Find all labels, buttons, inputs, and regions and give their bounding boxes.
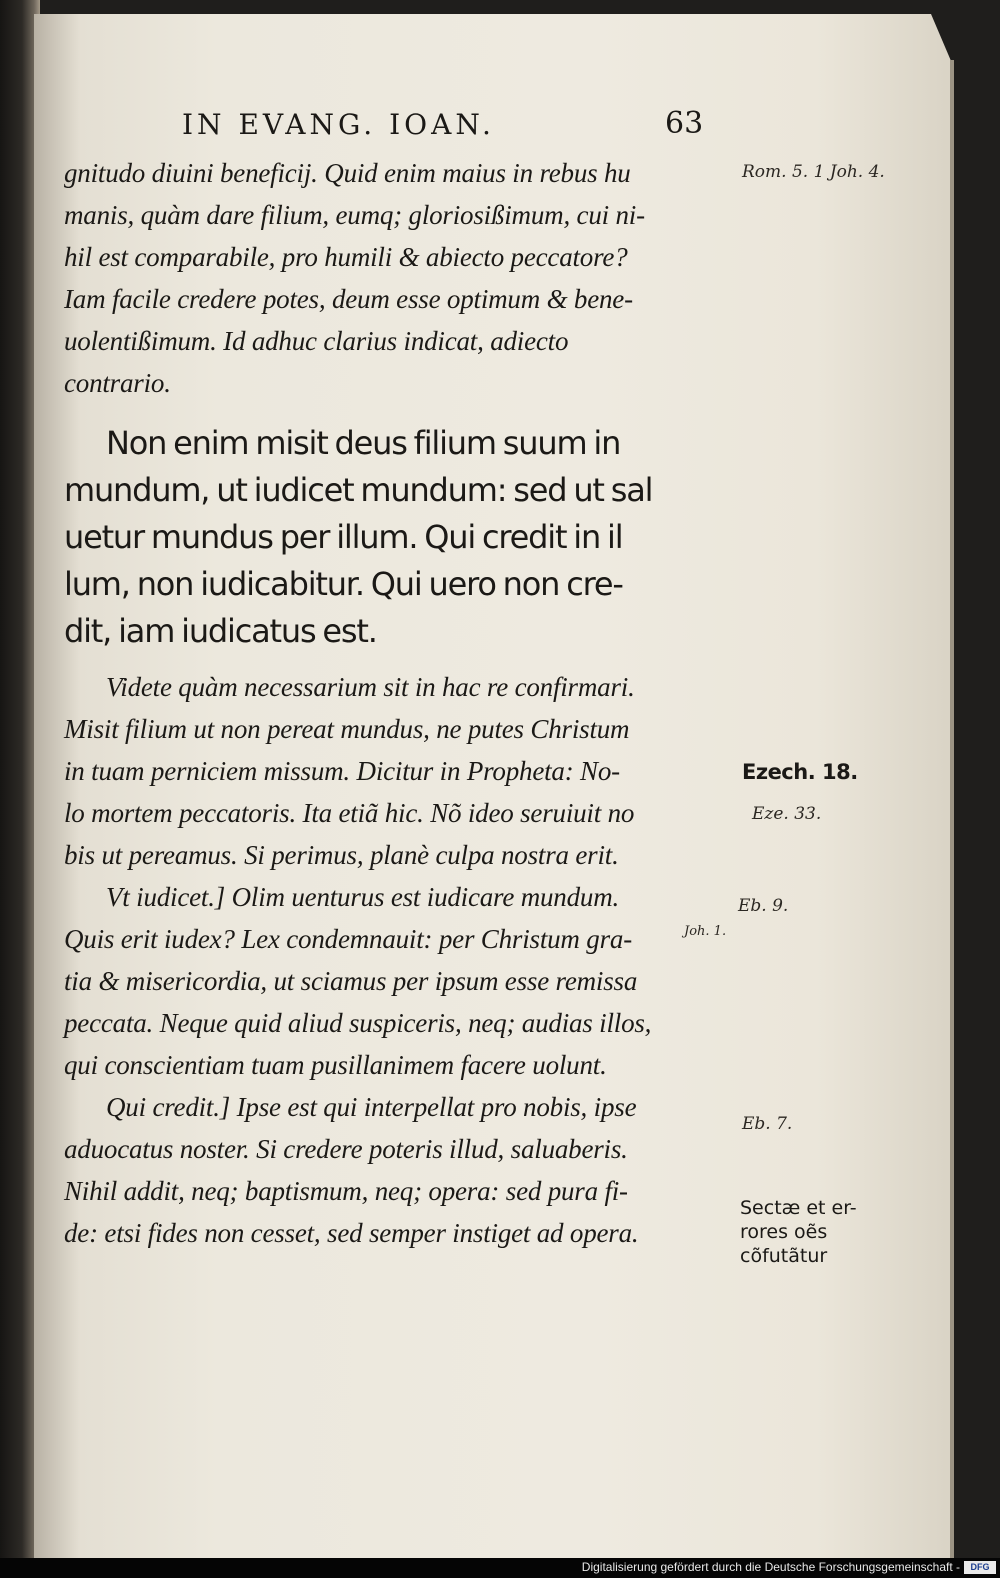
- margin-ref-ezech: Ezech. 18.: [742, 760, 858, 784]
- funding-credit: Digitalisierung gefördert durch die Deutsche Forschungsgemeinschaft -: [581, 1560, 960, 1574]
- commentary-paragraph-1: [64, 152, 734, 404]
- margin-note-rom: Rom. 5. 1 Joh. 4.: [742, 162, 885, 182]
- text-line: in tuam perniciem missum. Dicitur in Propheta: No-: [64, 756, 620, 786]
- margin-note-line: cõfutãtur: [740, 1245, 828, 1267]
- text-line: tia & misericordia, ut sciamus per ipsum esse remissa: [64, 966, 638, 996]
- text-line: uetur mundus per illum. Qui credit in il: [64, 518, 623, 556]
- text-line: gnitudo diuini beneficij. Quid enim maius in rebus hu: [64, 158, 631, 188]
- margin-note-eb7: Eb. 7.: [742, 1114, 793, 1134]
- margin-note-sectae: [740, 1196, 857, 1268]
- commentary-paragraph-2: [64, 666, 734, 1254]
- margin-note-eb9: Eb. 9.: [738, 896, 789, 916]
- text-line: Qui credit.] Ipse est qui interpellat pro nobis, ipse: [106, 1092, 637, 1122]
- text-line: bis ut pereamus. Si perimus, planè culpa nostra erit.: [64, 840, 619, 870]
- text-line: Misit filium ut non pereat mundus, ne putes Christum: [64, 714, 630, 744]
- scripture-passage: [64, 420, 734, 655]
- text-line: mundum, ut iudicet mundum: sed ut sal: [64, 471, 653, 509]
- text-line: Quis erit iudex? Lex condemnauit: per Christum gra-: [64, 924, 632, 954]
- text-line: qui conscientiam tuam pusillanimem facere uolunt.: [64, 1050, 607, 1080]
- margin-note-line: Sectæ et er-: [740, 1197, 857, 1219]
- text-line: peccata. Neque quid aliud suspiceris, neq; audias illos,: [64, 1008, 652, 1038]
- text-line: dit, iam iudicatus est.: [64, 612, 377, 650]
- digitization-footer: [0, 1558, 1000, 1578]
- dfg-logo: DFG: [964, 1561, 996, 1574]
- text-line: lum, non iudicabitur. Qui uero non cre-: [64, 565, 623, 603]
- text-line: Nihil addit, neq; baptismum, neq; opera: sed pura fi-: [64, 1176, 628, 1206]
- running-head: [160, 108, 760, 144]
- text-line: lo mortem peccatoris. Ita etiã hic. Nõ ideo seruiuit no: [64, 798, 635, 828]
- text-line: Vt iudicet.] Olim uenturus est iudicare mundum.: [106, 882, 620, 912]
- folio-number: 63: [665, 106, 704, 141]
- text-line: contrario.: [64, 368, 171, 398]
- text-line: Videte quàm necessarium sit in hac re confirmari.: [106, 672, 635, 702]
- text-line: hil est comparabile, pro humili & abiecto peccatore?: [64, 242, 628, 272]
- interlinear-note-joh: Joh. 1.: [684, 924, 727, 939]
- margin-note-line: rores oẽs: [740, 1221, 828, 1243]
- text-line: de: etsi fides non cesset, sed semper instiget ad opera.: [64, 1218, 639, 1248]
- text-line: uolentißimum. Id adhuc clarius indicat, adiecto: [64, 326, 569, 356]
- text-line: manis, quàm dare filium, eumq; gloriosißimum, cui ni-: [64, 200, 645, 230]
- text-line: aduocatus noster. Si credere poteris illud, saluaberis.: [64, 1134, 628, 1164]
- margin-note-eze: Eze. 33.: [752, 804, 822, 824]
- running-head-title: IN EVANG. IOAN.: [182, 108, 495, 141]
- text-line: Iam facile credere potes, deum esse optimum & bene-: [64, 284, 633, 314]
- text-line: Non enim misit deus filium suum in: [106, 424, 621, 462]
- page-edge: [950, 60, 954, 1558]
